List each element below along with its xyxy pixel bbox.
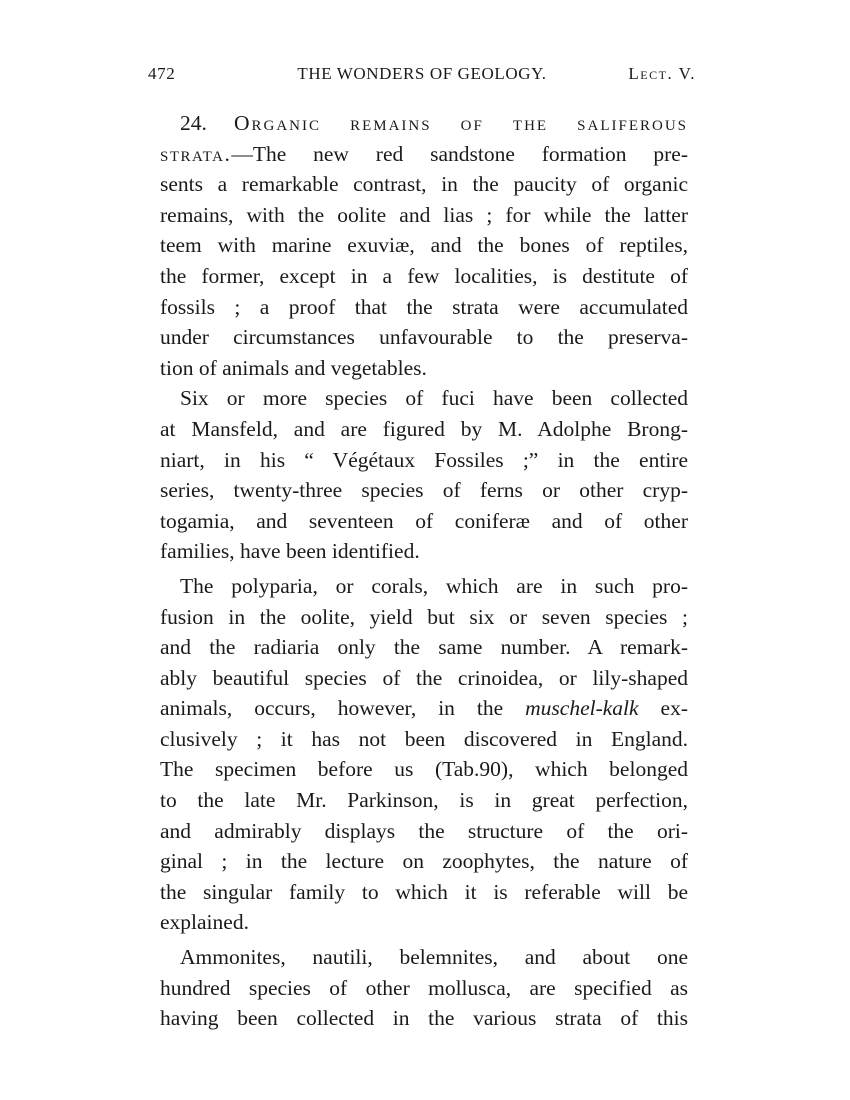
text-line: ginal ; in the lecture on zoophytes, the nature of xyxy=(160,849,688,874)
section-title-line-2: strata. xyxy=(160,141,232,166)
text-line: The specimen before us (Tab.90), which belonged xyxy=(160,757,688,782)
text-line: having been collected in the various strata of this xyxy=(160,1006,688,1031)
section-number: 24. xyxy=(180,111,207,135)
text-line: niart, in his “ Végétaux Fossiles ;” in the entire xyxy=(160,447,688,472)
text-line: animals, occurs, however, in the muschel-kalk ex- xyxy=(160,696,689,721)
text-line: hundred species of other mollusca, are specified as xyxy=(160,975,688,1000)
text-line: The polyparia, or corals, which are in such pro- xyxy=(180,573,688,598)
text-line: clusively ; it has not been discovered in England. xyxy=(160,726,688,751)
page-number: 472 xyxy=(148,64,176,83)
italic-term: muschel-kalk xyxy=(525,696,639,721)
section-title-line-1: Organic remains of the saliferous xyxy=(233,111,689,135)
text-line: ably beautiful species of the crinoidea, or lily-shaped xyxy=(160,665,688,690)
text-line: fossils ; a proof that the strata were accumulated xyxy=(160,294,688,319)
running-head xyxy=(148,64,696,90)
text-line: Ammonites, nautili, belemnites, and about one xyxy=(180,945,688,970)
text-line: the former, except in a few localities, is destitute of xyxy=(160,263,688,288)
body-text xyxy=(160,108,688,1034)
text-line: togamia, and seventeen of coniferæ and of other xyxy=(160,508,688,533)
text-line: teem with marine exuviæ, and the bones of reptiles, xyxy=(160,233,688,258)
text-line: strata.—The new red sandstone formation pre- xyxy=(160,141,688,166)
text-line: at Mansfeld, and are figured by M. Adolphe Brong- xyxy=(160,416,688,441)
text-line: sents a remarkable contrast, in the paucity of organic xyxy=(160,172,688,197)
text-line: explained. xyxy=(160,910,249,935)
section-heading xyxy=(160,108,688,139)
lecture-number: Lect. V. xyxy=(628,64,696,83)
text-line: under circumstances unfavourable to the preserva- xyxy=(160,325,688,350)
running-title: THE WONDERS OF GEOLOGY. xyxy=(297,64,547,83)
text-line: families, have been identified. xyxy=(160,539,420,564)
text-line: series, twenty-three species of ferns or other cryp- xyxy=(160,478,688,503)
text-line: fusion in the oolite, yield but six or seven species ; xyxy=(160,604,688,629)
text-line: tion of animals and vegetables. xyxy=(160,355,427,380)
text-line: and admirably displays the structure of the ori- xyxy=(160,818,688,843)
text-line: Six or more species of fuci have been collected xyxy=(180,386,688,411)
text-line: and the radiaria only the same number. A remark- xyxy=(160,635,688,660)
text-line: to the late Mr. Parkinson, is in great perfection, xyxy=(160,788,688,813)
text-line: remains, with the oolite and lias ; for while the latter xyxy=(160,202,688,227)
text-line: the singular family to which it is referable will be xyxy=(160,879,688,904)
